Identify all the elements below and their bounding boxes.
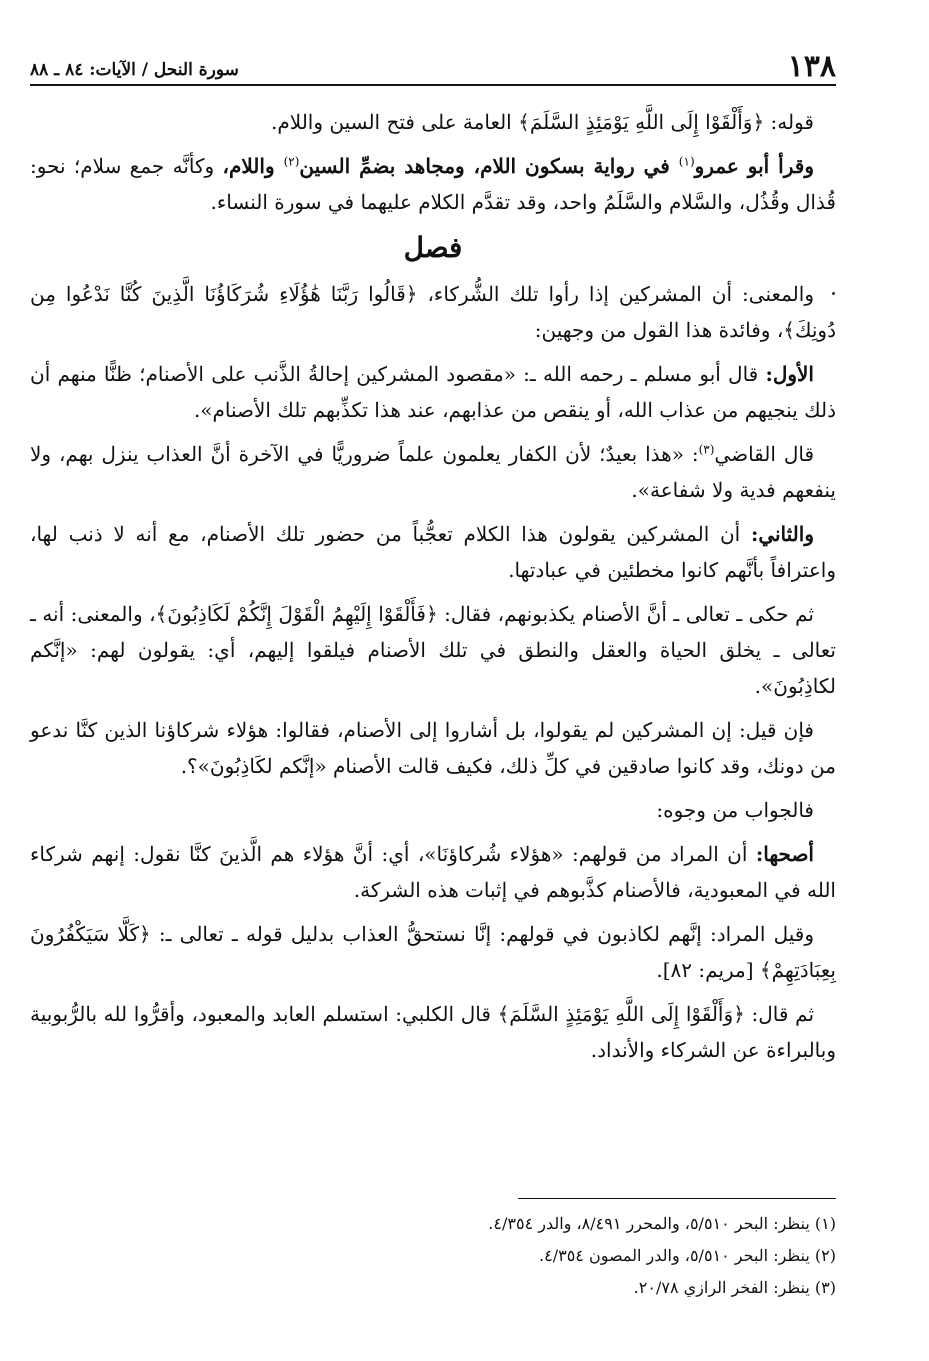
text-span: : «هذا بعيدٌ؛ لأن الكفار يعلمون علماً ضروريًّا في الآخرة أنَّ العذاب ينزل بهم، ولا ينفعهم فدية ولا شفاعة». bbox=[30, 442, 836, 502]
text-span: قال الكلبي: استسلم العابد والمعبود، وأقرُّوا لله بالرُّبوبية وبالبراءة عن الشركاء والأنداد. bbox=[30, 1002, 836, 1062]
text-span: [مريم: ٨٢]. bbox=[656, 958, 760, 982]
paragraph bbox=[30, 792, 836, 828]
text-span: والثاني: bbox=[750, 522, 814, 546]
text-span: والمعنى: أن المشركين إذا رأوا تلك الشُّركاء، bbox=[417, 282, 814, 306]
quran-quote: ﴿قَالُوا رَبَّنَا هَٰؤُلَاءِ شُرَكَاؤُنَا الَّذِينَ كُنَّا نَدْعُوا مِن دُونِكَ﴾ bbox=[30, 282, 836, 342]
text-span: وقيل المراد: إنَّهم لكاذبون في قولهم: إنَّا نستحقُّ العذاب بدليل قوله ـ تعالى ـ: bbox=[150, 922, 814, 946]
footnote-ref: (١) bbox=[678, 154, 695, 169]
quran-quote: ﴿كَلَّا سَيَكْفُرُونَ بِعِبَادَتِهِمْ﴾ bbox=[30, 922, 836, 982]
intro-paragraphs bbox=[30, 104, 836, 220]
text-span: ، والمعنى: أنه ـ تعالى ـ يخلق الحياة والعقل والنطق في تلك الأصنام فيلقوا إليهم، أي: يقولون لهم: «إنَّكم لكاذِبُونَ». bbox=[30, 602, 836, 698]
footnote: (٣) ينظر: الفخر الرازي ٢٠/٧٨. bbox=[633, 1278, 836, 1297]
paragraph bbox=[30, 996, 836, 1068]
page-number: ١٣٨ bbox=[787, 49, 836, 84]
quran-quote: ﴿وَأَلْقَوْا إِلَى اللَّهِ يَوْمَئِذٍ السَّلَمَ﴾ bbox=[518, 110, 765, 134]
text-span: قال أبو مسلم ـ رحمه الله ـ: «مقصود المشركين إحالةُ الذَّنب على الأصنام؛ ظنًّا منهم أن ذلك ينجيهم من عذاب الله، أو ينقص من عذابهم، عند هذا تكذِّبهم تلك الأصنام». bbox=[30, 362, 836, 422]
footnote: (٢) ينظر: البحر ٥/٥١٠، والدر المصون ٤/٣٥٤. bbox=[539, 1246, 836, 1265]
text-span: أن المراد من قولهم: «هؤلاء شُركاؤنَا»، أي: أنَّ هؤلاء هم الَّذينَ كنَّا نقول: إنهم شركاء الله في المعبودية، فالأصنام كذَّبوهم في إثبات هذه الشركة. bbox=[30, 842, 836, 902]
text-span: وكأنَّه جمع سلام؛ نحو: قُذال وقُذُل، والسَّلام والسَّلَمُ واحد، وقد تقدَّم الكلام عليهما في سورة النساء. bbox=[30, 154, 836, 214]
text-span: أن المشركين يقولون هذا الكلام تعجُّباً من حضور تلك الأصنام، مع أنه لا ذنب لها، واعترافاً بأنَّهم كانوا مخطئين في عبادتها. bbox=[30, 522, 836, 582]
footnote-rule bbox=[518, 1198, 836, 1199]
footnote: (١) ينظر: البحر ٥/٥١٠، والمحرر ٨/٤٩١، والدر ٤/٣٥٤. bbox=[488, 1214, 836, 1233]
paragraph bbox=[30, 916, 836, 988]
section-paragraphs bbox=[30, 276, 836, 1068]
paragraph bbox=[30, 712, 836, 784]
text-span: العامة على فتح السين واللام. bbox=[271, 110, 519, 134]
section-heading: فصل bbox=[403, 231, 463, 264]
text-span: فإن قيل: إن المشركين لم يقولوا، بل أشاروا إلى الأصنام، فقالوا: هؤلاء شركاؤنا الذين كنَّا ندعو من دونك، وقد كانوا صادقين في كلِّ ذلك، فكيف قالت الأصنام «إنَّكم لكَاذِبُونَ»؟. bbox=[30, 718, 836, 778]
paragraph bbox=[30, 596, 836, 704]
text-span: ثم قال: bbox=[744, 1002, 815, 1026]
text-span: ثم حكى ـ تعالى ـ أنَّ الأصنام يكذبونهم، فقال: bbox=[437, 602, 814, 626]
text-span: أصحها: bbox=[755, 842, 814, 866]
running-title: سورة النحل / الآيات: ٨٤ ـ ٨٨ bbox=[30, 60, 239, 80]
quran-quote: ﴿وَأَلْقَوْا إِلَى اللَّهِ يَوْمَئِذٍ السَّلَمَ﴾ bbox=[497, 1002, 745, 1026]
footnote-ref: (٢) bbox=[283, 154, 300, 169]
paragraph bbox=[30, 356, 836, 428]
paragraph bbox=[30, 148, 836, 220]
text-span: وقرأ أبو عمرو bbox=[694, 154, 814, 178]
paragraph bbox=[30, 516, 836, 588]
paragraph bbox=[30, 104, 836, 140]
scan-dot bbox=[832, 292, 835, 295]
paragraph bbox=[30, 276, 836, 348]
page bbox=[30, 30, 836, 1330]
footnotes bbox=[30, 1210, 836, 1306]
main-text bbox=[30, 104, 836, 1076]
paragraph bbox=[30, 436, 836, 508]
footnote-ref: (٣) bbox=[698, 442, 715, 457]
text-span: قوله: bbox=[764, 110, 814, 134]
paragraph bbox=[30, 836, 836, 908]
text-span: قال القاضي bbox=[714, 442, 815, 466]
text-span: الأول: bbox=[765, 362, 814, 386]
text-span: في رواية بسكون اللام، ومجاهد بضمِّ السين bbox=[299, 154, 679, 178]
quran-quote: ﴿فَأَلْقَوْا إِلَيْهِمُ الْقَوْلَ إِنَّكُمْ لَكَاذِبُونَ﴾ bbox=[155, 602, 438, 626]
text-span: واللام، bbox=[222, 154, 284, 178]
page-header bbox=[30, 42, 836, 82]
text-span: فالجواب من وجوه: bbox=[656, 798, 814, 822]
header-rule bbox=[30, 84, 836, 86]
text-span: ، وفائدة هذا القول من وجهين: bbox=[534, 318, 784, 342]
